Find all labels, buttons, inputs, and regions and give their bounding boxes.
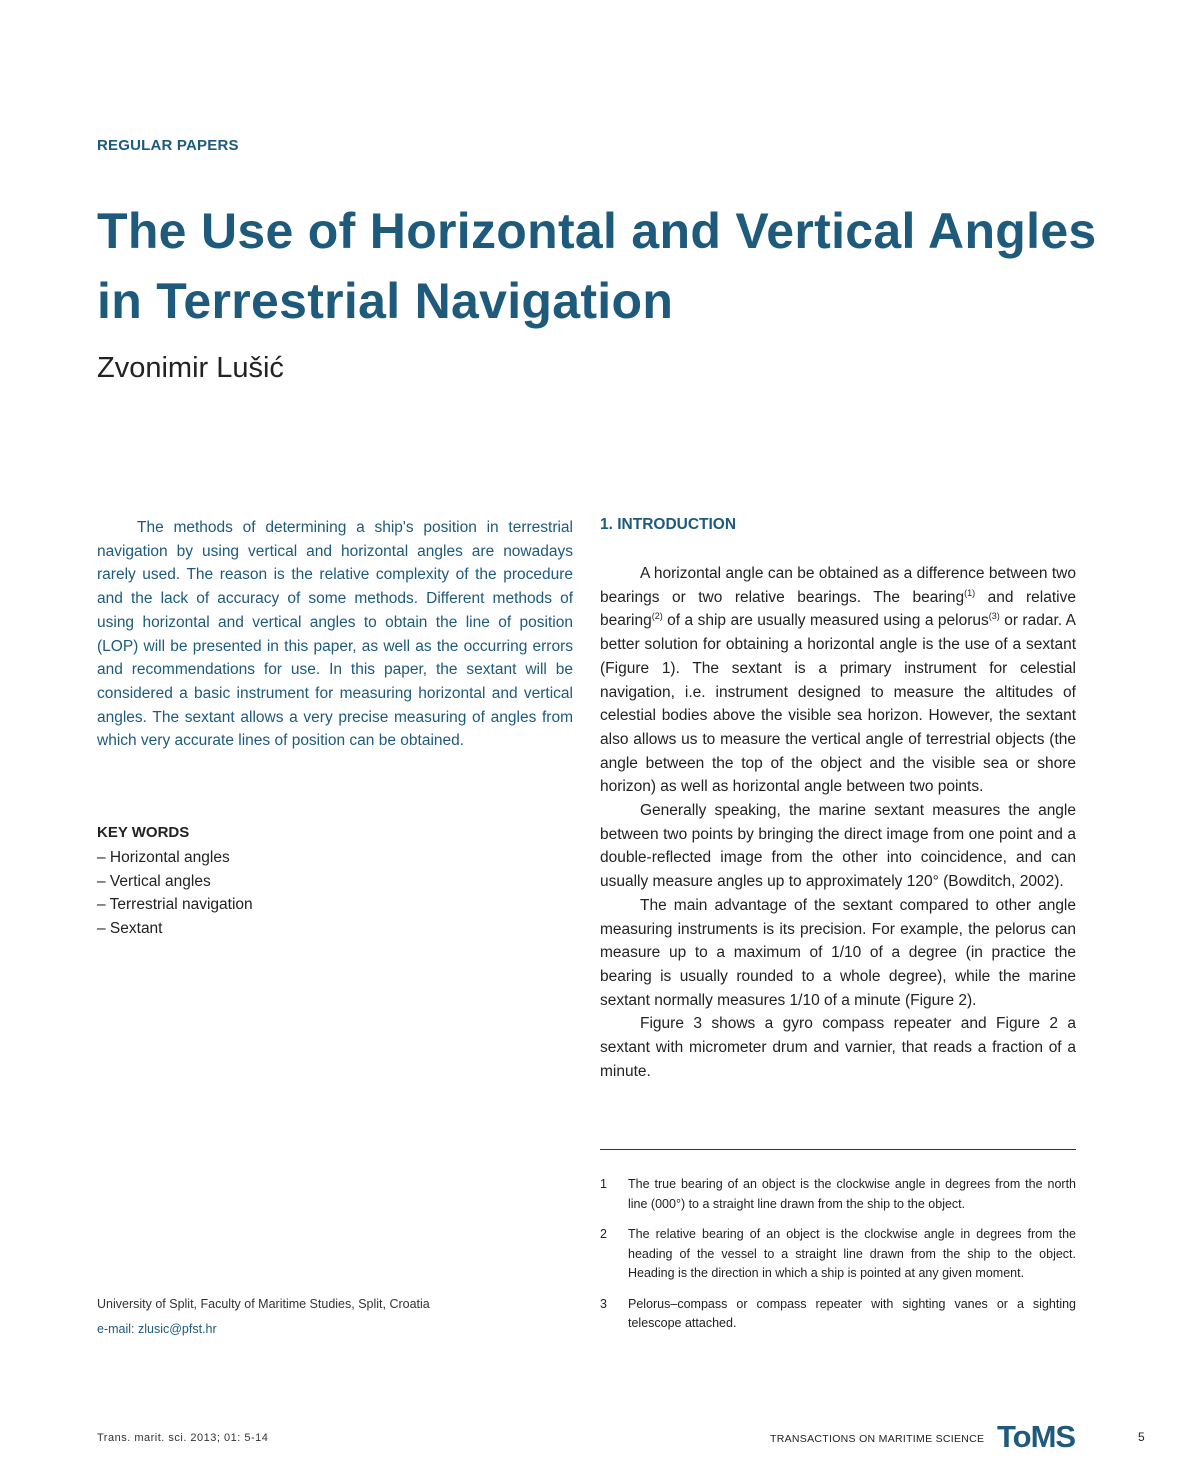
introduction-heading: 1. INTRODUCTION bbox=[600, 516, 737, 533]
paragraph: Generally speaking, the marine sextant measures the angle between two points by bringing the direct image from one point and a double-reflected image from the other into coincidence, and can usually measure angles up to approximately 120° (Bowditch, 2002). bbox=[600, 802, 1076, 891]
text-run: of a ship are usually measured using a pelorus bbox=[662, 612, 989, 630]
footnote-number: 1 bbox=[600, 1177, 607, 1191]
toms-logo bbox=[996, 1417, 1078, 1455]
logo-text: ToMS bbox=[997, 1419, 1076, 1454]
text-run: A horizontal angle can be obtained as a difference between two bearings or two relative bearings. The bearing bbox=[600, 565, 1076, 606]
paragraph: Figure 3 shows a gyro compass repeater and Figure 2 a sextant with micrometer drum and varnier, that reads a fraction of a minute. bbox=[600, 1015, 1076, 1080]
footnote bbox=[600, 1175, 1076, 1214]
keyword-item: – Vertical angles bbox=[97, 872, 211, 890]
footnote-ref[interactable]: (2) bbox=[651, 611, 663, 622]
footnote-ref[interactable]: (1) bbox=[964, 587, 976, 598]
email-link[interactable]: e-mail: zlusic@pfst.hr bbox=[97, 1322, 217, 1336]
footnote-divider bbox=[600, 1149, 1076, 1150]
footnote bbox=[600, 1225, 1076, 1284]
paragraph bbox=[600, 562, 1076, 799]
keywords-list bbox=[97, 846, 253, 941]
footnote-number: 2 bbox=[600, 1227, 607, 1241]
introduction-body bbox=[600, 562, 1076, 1083]
affiliation: University of Split, Faculty of Maritime Studies, Split, Croatia bbox=[97, 1297, 430, 1311]
keyword-item: – Sextant bbox=[97, 920, 163, 938]
footnote-text: The true bearing of an object is the clockwise angle in degrees from the north line (000°) to a straight line drawn from the ship to the object. bbox=[628, 1177, 1076, 1211]
keywords-heading: KEY WORDS bbox=[97, 824, 190, 841]
keyword-item: – Terrestrial navigation bbox=[97, 896, 253, 914]
abstract: The methods of determining a ship's position in terrestrial navigation by using vertical and horizontal angles are nowadays rarely used. The reason is the relative complexity of the procedure and the lack of accuracy of some methods. Different methods of using horizontal and vertical angles to obtain the line of position (LOP) will be presented in this paper, as well as the occurring errors and recommendations for use. In this paper, the sextant will be considered a basic instrument for measuring horizontal and vertical angles. The sextant allows a very precise measuring of angles from which very accurate lines of position can be obtained. bbox=[97, 519, 573, 750]
journal-name: TRANSACTIONS ON MARITIME SCIENCE bbox=[770, 1433, 985, 1445]
text-run: or radar. A better solution for obtaining a horizontal angle is the use of a sextant (Figure 1). The sextant is a primary instrument for celestial navigation, i.e. instrument designed to measure the altitudes of celestial bodies above the visible sea horizon. However, the sextant also allows us to measure the vertical angle of terrestrial objects (the angle between the top of the object and the visible sea or shore horizon) as well as horizontal angle between two points. bbox=[600, 612, 1076, 796]
section-label: REGULAR PAPERS bbox=[97, 137, 239, 154]
text-run: and relative bearing bbox=[600, 588, 1076, 630]
paragraph: The main advantage of the sextant compared to other angle measuring instruments is its precision. For example, the pelorus can measure up to a maximum of 1/10 of a degree (in practice the bearing is usually rounded to a whole degree), while the marine sextant normally measures 1/10 of a minute (Figure 2). bbox=[600, 896, 1076, 1009]
footnote bbox=[600, 1295, 1076, 1334]
footnote-text: Pelorus–compass or compass repeater with sighting vanes or a sighting telescope attached. bbox=[628, 1296, 1076, 1330]
author-name: Zvonimir Lušić bbox=[97, 352, 284, 384]
keyword-item: – Horizontal angles bbox=[97, 849, 230, 866]
paper-title: The Use of Horizontal and Vertical Angles in Terrestrial Navigation bbox=[97, 203, 1097, 329]
footnote-ref[interactable]: (3) bbox=[988, 611, 1000, 622]
footnote-text: The relative bearing of an object is the clockwise angle in degrees from the heading of the vessel to a straight line drawn from the ship to the object. Heading is the direction in which a ship is pointed at any given moment. bbox=[628, 1227, 1076, 1280]
footnote-number: 3 bbox=[600, 1296, 607, 1311]
footnotes bbox=[600, 1175, 1076, 1345]
citation-reference: Trans. marit. sci. 2013; 01: 5-14 bbox=[97, 1432, 269, 1444]
page-number: 5 bbox=[1138, 1430, 1145, 1444]
